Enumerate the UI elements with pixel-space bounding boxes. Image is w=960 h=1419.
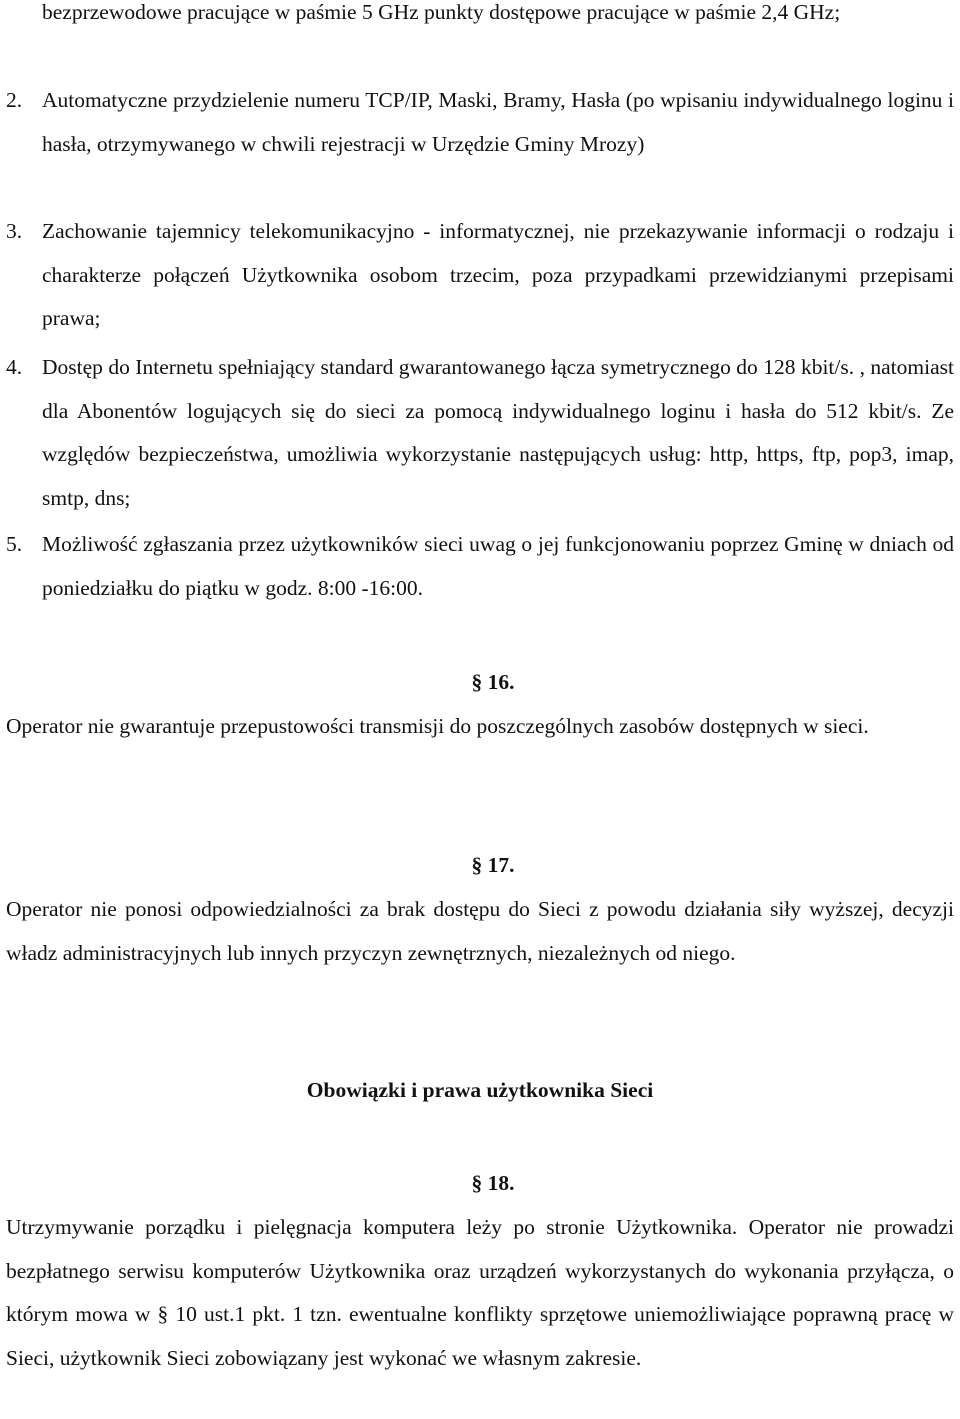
list-item-4 [6, 346, 954, 520]
section-18-mark: § 18. [471, 1171, 515, 1195]
list-item-3 [6, 210, 954, 341]
list-item-number: 2. [6, 88, 23, 112]
list-continuation: bezprzewodowe pracujące w paśmie 5 GHz punkty dostępowe pracujące w paśmie 2,4 GHz; [42, 0, 841, 24]
list-item-text: Możliwość zgłaszania przez użytkowników sieci uwag o jej funkcjonowaniu poprzez Gminę w dniach od poniedziałku do piątku w godz. 8:00 -16:00. [42, 532, 954, 600]
section-17-mark: § 17. [471, 853, 515, 877]
list-item-text: Dostęp do Internetu spełniający standard gwarantowanego łącza symetrycznego do 128 kbit/s. , natomiast dla Abonentów logujących się do sieci za pomocą indywidualnego loginu i hasła do 512 kbit/s. Ze względów bezpieczeństwa, umożliwia wykorzystanie następujących usług: http, https, ftp, pop3, imap, smtp, dns; [42, 355, 954, 510]
section-16-text: Operator nie gwarantuje przepustowości transmisji do poszczególnych zasobów dostępnych w sieci. [6, 714, 869, 738]
list-item-number: 3. [6, 219, 23, 243]
section-16-mark: § 16. [471, 670, 515, 694]
section-18-text: Utrzymywanie porządku i pielęgnacja komputera leży po stronie Użytkownika. Operator nie prowadzi bezpłatnego serwisu komputerów Użytkownika oraz urządzeń wykorzystanych do wykonania przyłącza, o którym mowa w § 10 ust.1 pkt. 1 tzn. ewentualne konflikty sprzętowe uniemożliwiające poprawną pracę w Sieci, użytkownik Sieci zobowiązany jest wykonać we własnym zakresie. [6, 1215, 954, 1370]
section-heading: Obowiązki i prawa użytkownika Sieci [306, 1078, 654, 1102]
list-item-5 [6, 523, 954, 610]
list-item-text: Automatyczne przydzielenie numeru TCP/IP, Maski, Bramy, Hasła (po wpisaniu indywidualnego loginu i hasła, otrzymywanego w chwili rejestracji w Urzędzie Gminy Mrozy) [42, 88, 954, 156]
list-item-number: 4. [6, 355, 23, 379]
list-item-text: Zachowanie tajemnicy telekomunikacyjno - informatycznej, nie przekazywanie informacji o rodzaju i charakterze połączeń Użytkownika osobom trzecim, poza przypadkami przewidzianymi przepisami prawa; [42, 219, 954, 330]
section-17-text: Operator nie ponosi odpowiedzialności za brak dostępu do Sieci z powodu działania siły wyższej, decyzji władz administracyjnych lub innych przyczyn zewnętrznych, niezależnych od niego. [6, 897, 954, 965]
list-item-number: 5. [6, 532, 23, 556]
list-item-2 [6, 79, 954, 166]
